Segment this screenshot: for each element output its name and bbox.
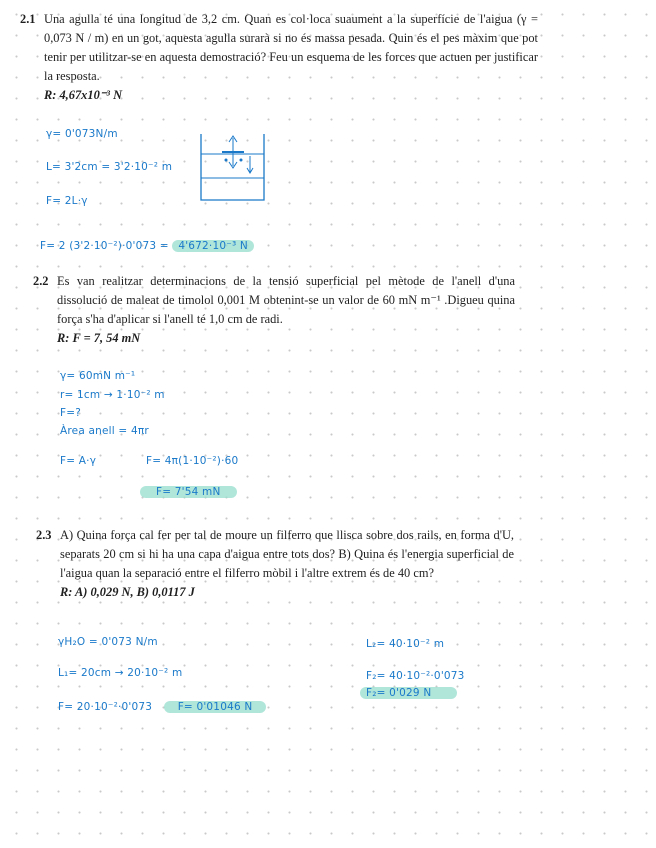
hw-gamma: γH₂O = 0'073 N/m (58, 636, 158, 648)
problem-answer: R: F = 7, 54 mN (57, 331, 141, 345)
problem-text: A) Quina força cal fer per tal de moure un filferro que llisca sobre dos rails, en forma d'U, separats 20 cm si hi ha una capa d'aigua entre tots dos? B) Quina és l'energia superficial de l'aigua quan la separació entre el filferro mòbil i l'altre extrem és de 40 cm? (60, 528, 514, 580)
hw-f1 (58, 701, 266, 713)
hw-line-3: F=? (60, 407, 82, 419)
problem-answer: R: A) 0,029 N, B) 0,0117 J (60, 585, 195, 599)
hw-given-gamma: γ= 0'073N/m (46, 128, 118, 140)
hw-f1-result-highlight: F= 0'01046 N (164, 701, 267, 713)
problem-2-2 (33, 272, 515, 348)
problem-number: 2.1 (20, 12, 36, 26)
problem-text: Es van realitzar determinacions de la tensió superficial pel mètode de l'anell d'una dissolució de maleat de timolol 0,001 M obtenint-se un valor de 60 mN m⁻¹ .Digueu quina força s'ha d'aplicar si l'anell té 1,0 cm de radi. (57, 274, 515, 326)
problem-number: 2.2 (33, 274, 49, 288)
hw-result-highlight: F= 7'54 mN (140, 486, 237, 498)
problem-answer: R: 4,67x10⁻³ N (44, 88, 123, 102)
problem-2-1 (20, 10, 538, 105)
hw-calc (40, 240, 254, 252)
hw-calc-prefix: F= 2 (3'2·10⁻²)·0'073 = (40, 240, 169, 252)
hw-line-2: r= 1cm → 1·10⁻² m (60, 389, 165, 401)
force-diagram-sketch (198, 132, 268, 204)
problem-text: Una agulla té una longitud de 3,2 cm. Quan es col·loca suaument a la superfície de l'aigua (γ = 0,073 N / m) en un got, aquesta agulla surarà si no és massa pesada. Quin és el pes màxim que pot tenir per utilitzar-se en aquesta demostració? Feu un esquema de les forces que actuen per justificar la resposta. (44, 12, 538, 83)
hw-result-highlight: 4'672·10⁻³ N (172, 240, 254, 252)
hw-line-1: γ= 60mN m⁻¹ (60, 370, 136, 382)
hw-f2-result-highlight: F₂= 0'029 N (360, 687, 457, 699)
hw-l1: L₁= 20cm → 20·10⁻² m (58, 667, 183, 679)
hw-line-4: Àrea anell = 4πr (60, 425, 149, 437)
hw-l2: L₂= 40·10⁻² m (366, 638, 445, 650)
problem-2-3 (36, 526, 514, 602)
hw-formula: F= 2L·γ (46, 195, 88, 207)
hw-given-length: L= 3'2cm = 3'2·10⁻² m (46, 161, 173, 173)
hw-f2-calc: F₂= 40·10⁻²·0'073 (366, 670, 465, 682)
hw-line-5a: F= A·γ (60, 455, 97, 467)
hw-line-5b: F= 4π(1·10⁻²)·60 (146, 455, 239, 467)
hw-f1-calc: F= 20·10⁻²·0'073 (58, 701, 153, 713)
problem-number: 2.3 (36, 528, 52, 542)
